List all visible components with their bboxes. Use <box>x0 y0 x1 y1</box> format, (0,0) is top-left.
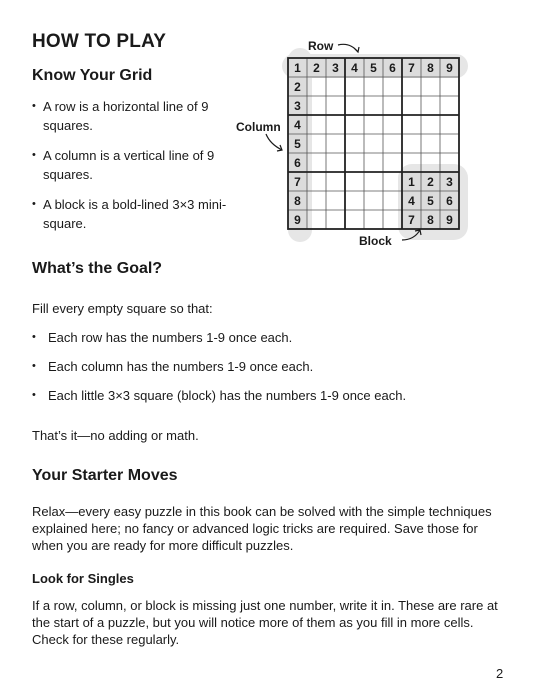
list-item: • A block is a bold-lined 3×3 mini-square. <box>32 195 232 233</box>
row-number: 1 <box>294 61 301 75</box>
block-number: 7 <box>408 213 415 227</box>
row-number: 2 <box>313 61 320 75</box>
column-label: Column <box>236 120 281 134</box>
column-number: 9 <box>294 213 301 227</box>
row-number: 4 <box>351 61 358 75</box>
know-grid-list <box>32 97 232 244</box>
know-grid-heading: Know Your Grid <box>32 67 153 84</box>
block-number: 5 <box>427 194 434 208</box>
list-item: • Each row has the numbers 1-9 once each. <box>32 329 502 346</box>
column-number: 3 <box>294 99 301 113</box>
block-number: 3 <box>446 175 453 189</box>
column-number: 8 <box>294 194 301 208</box>
goal-outro: That’s it—no adding or math. <box>32 428 199 443</box>
list-item: • A row is a horizontal line of 9 squares. <box>32 97 232 135</box>
singles-heading: Look for Singles <box>32 571 134 586</box>
page-number: 2 <box>496 666 504 681</box>
singles-paragraph: If a row, column, or block is missing just one number, write it in. These are rare at the start of a puzzle, but you will notice more of them as you fill in more cells. Check for these regularly. <box>32 598 498 647</box>
row-number: 9 <box>446 61 453 75</box>
block-number: 9 <box>446 213 453 227</box>
block-number: 2 <box>427 175 434 189</box>
list-item: • A column is a vertical line of 9 squares. <box>32 146 232 184</box>
column-number: 7 <box>294 175 301 189</box>
list-item: • Each little 3×3 square (block) has the numbers 1-9 once each. <box>32 387 502 404</box>
sudoku-grid-diagram <box>232 34 482 250</box>
row-number: 6 <box>389 61 396 75</box>
column-number: 6 <box>294 156 301 170</box>
block-label: Block <box>359 234 392 248</box>
column-number: 2 <box>294 80 301 94</box>
column-number: 5 <box>294 137 301 151</box>
list-item: • Each column has the numbers 1-9 once each. <box>32 358 502 375</box>
starter-paragraph: Relax—every easy puzzle in this book can be solved with the simple techniques explained here; no fancy or advanced logic tricks are required. Save those for when you are ready for more difficult puzzles. <box>32 504 492 553</box>
goal-list <box>32 329 502 416</box>
row-number: 3 <box>332 61 339 75</box>
page-title: HOW TO PLAY <box>32 31 167 52</box>
row-number: 8 <box>427 61 434 75</box>
starter-heading: Your Starter Moves <box>32 467 178 484</box>
arrow-icon <box>266 134 282 150</box>
goal-heading: What’s the Goal? <box>32 260 163 277</box>
block-number: 6 <box>446 194 453 208</box>
block-number: 4 <box>408 194 415 208</box>
row-number: 7 <box>408 61 415 75</box>
row-label: Row <box>308 39 334 53</box>
column-number: 4 <box>294 118 301 132</box>
block-number: 1 <box>408 175 415 189</box>
row-number: 5 <box>370 61 377 75</box>
block-number: 8 <box>427 213 434 227</box>
goal-intro: Fill every empty square so that: <box>32 301 213 316</box>
